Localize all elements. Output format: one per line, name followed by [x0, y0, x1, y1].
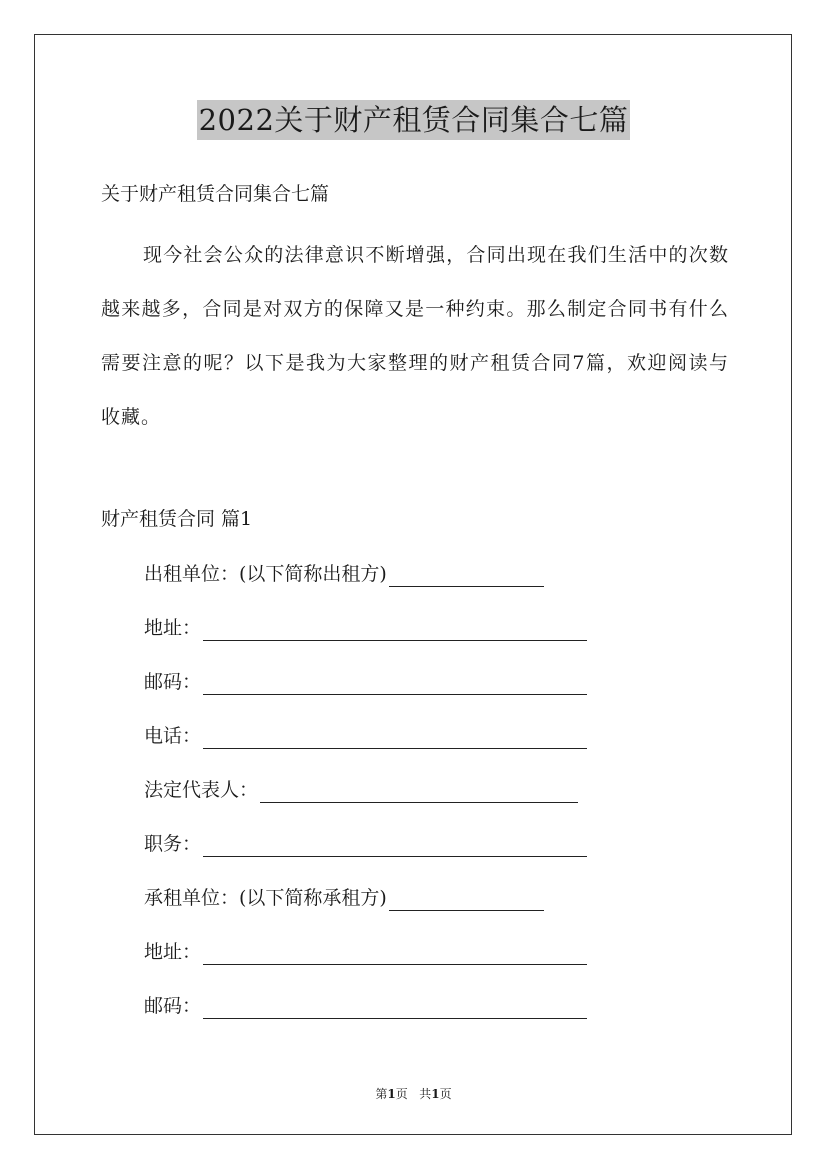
page-suffix: 页	[395, 1087, 408, 1101]
total-suffix: 页	[439, 1087, 452, 1101]
blank-line[interactable]	[203, 676, 587, 695]
field-label: 承租单位：(以下简称承租方)	[144, 887, 387, 909]
blank-line[interactable]	[203, 730, 587, 749]
field-lessor-phone	[144, 723, 587, 749]
field-label: 地址：	[144, 941, 202, 963]
field-label: 邮码：	[144, 995, 202, 1017]
section-heading: 财产租赁合同 篇1	[101, 508, 253, 530]
blank-line[interactable]	[260, 784, 578, 803]
field-lessor-unit	[144, 561, 544, 587]
blank-line[interactable]	[203, 1000, 587, 1019]
field-position	[144, 831, 587, 857]
page-number: 1	[387, 1087, 396, 1101]
total-number: 1	[431, 1087, 440, 1101]
document-subtitle: 关于财产租赁合同集合七篇	[101, 183, 330, 205]
field-lessor-postcode	[144, 669, 587, 695]
field-label: 法定代表人：	[144, 779, 259, 801]
field-lessee-postcode	[144, 993, 587, 1019]
blank-line[interactable]	[389, 892, 544, 911]
page-footer	[0, 1085, 827, 1102]
field-label: 地址：	[144, 617, 202, 639]
field-label: 邮码：	[144, 671, 202, 693]
document-title: 2022关于财产租赁合同集合七篇	[197, 100, 631, 140]
page-prefix: 第	[375, 1087, 388, 1101]
total-prefix: 共	[419, 1087, 432, 1101]
field-legal-representative	[144, 777, 578, 803]
intro-paragraph: 现今社会公众的法律意识不断增强，合同出现在我们生活中的次数越来越多，合同是对双方的保障又是一种约束。那么制定合同书有什么需要注意的呢？以下是我为大家整理的财产租赁合同7篇，欢迎阅读与收藏。	[101, 244, 729, 428]
blank-line[interactable]	[203, 946, 587, 965]
blank-line[interactable]	[203, 622, 587, 641]
blank-line[interactable]	[389, 568, 544, 587]
title-wrap	[0, 100, 827, 140]
field-lessor-address	[144, 615, 587, 641]
field-lessee-unit	[144, 885, 544, 911]
field-label: 职务：	[144, 833, 202, 855]
blank-line[interactable]	[203, 838, 587, 857]
field-label: 出租单位：(以下简称出租方)	[144, 563, 387, 585]
field-label: 电话：	[144, 725, 202, 747]
field-lessee-address	[144, 939, 587, 965]
